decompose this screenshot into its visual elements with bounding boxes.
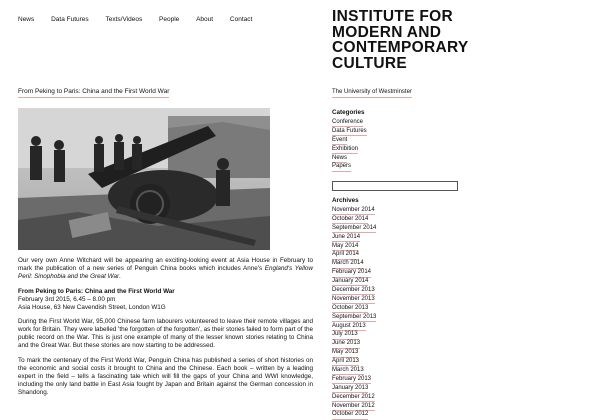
post-title[interactable]: From Peking to Paris: China and the First World War xyxy=(18,88,169,98)
site-title[interactable] xyxy=(332,9,592,71)
archive-link[interactable]: April 2013 xyxy=(332,358,359,366)
search-input[interactable] xyxy=(332,181,458,191)
archive-link[interactable]: November 2014 xyxy=(332,207,375,215)
archive-link[interactable]: May 2013 xyxy=(332,349,358,357)
archive-link[interactable]: November 2013 xyxy=(332,296,375,304)
category-link[interactable]: Papers xyxy=(332,163,351,171)
body-paragraph: To mark the centenary of the First World War, Penguin China has published a series of short histories on the economic and social costs it brought to China and the Chinese. Each book – written by a leading expert in the field – tells a fascinating tale which will fill the gaps of your China and WWI knowledge, including the only land battle in East Asia fought by Japan and Britain against the German concession in Shandong. xyxy=(18,357,313,396)
archives-widget xyxy=(332,197,376,420)
category-link[interactable]: Data Futures xyxy=(332,128,367,136)
intro-text: Our very own Anne Witchard will be appearing an exciting-looking event at Asia House in February to mark the publication of a new series of Penguin China books which includes Anne's xyxy=(18,257,313,272)
book-title: England's Yellow Peril: Sinophobia and the Great War xyxy=(18,265,313,280)
category-link[interactable]: Conference xyxy=(332,119,363,127)
site-title-line: MODERN AND xyxy=(332,23,442,41)
archive-link[interactable]: October 2013 xyxy=(332,305,368,313)
nav-contact[interactable]: Contact xyxy=(229,16,253,23)
archives-list xyxy=(332,207,376,420)
category-link[interactable]: News xyxy=(332,155,347,163)
intro-paragraph xyxy=(18,257,313,281)
categories-list xyxy=(332,119,367,172)
category-link[interactable]: Event xyxy=(332,137,347,145)
archive-link[interactable]: May 2014 xyxy=(332,243,358,251)
archive-link[interactable]: June 2014 xyxy=(332,234,360,242)
archive-link[interactable]: July 2013 xyxy=(332,331,358,339)
archive-link[interactable]: April 2014 xyxy=(332,251,359,259)
archive-link[interactable]: September 2014 xyxy=(332,225,376,233)
site-title-line: INSTITUTE FOR xyxy=(332,8,454,25)
archive-link[interactable]: January 2013 xyxy=(332,385,368,393)
archive-link[interactable]: January 2014 xyxy=(332,278,368,286)
post-content xyxy=(18,257,313,404)
archive-link[interactable]: March 2014 xyxy=(332,260,364,268)
archive-link[interactable]: February 2013 xyxy=(332,376,371,384)
archive-link[interactable]: August 2013 xyxy=(332,323,366,331)
university-link[interactable]: The University of Westminster xyxy=(332,89,412,98)
nav-news[interactable]: News xyxy=(18,16,35,23)
archive-link[interactable]: September 2013 xyxy=(332,314,376,322)
site-title-line: CULTURE xyxy=(332,54,407,72)
archive-link[interactable]: November 2012 xyxy=(332,403,375,411)
event-details xyxy=(18,288,313,312)
event-title: From Peking to Paris: China and the First World War xyxy=(18,288,175,295)
intro-end: . xyxy=(119,273,121,280)
event-venue: Asia House, 63 New Cavendish Street, London W1G xyxy=(18,304,166,311)
category-link[interactable]: Exhibition xyxy=(332,146,358,154)
main-nav xyxy=(18,16,267,26)
categories-widget xyxy=(332,109,367,172)
archive-link[interactable]: October 2012 xyxy=(332,411,368,419)
nav-data-futures[interactable]: Data Futures xyxy=(51,16,89,23)
archive-link[interactable]: October 2014 xyxy=(332,216,368,224)
body-paragraph: During the First World War, 95,000 Chinese farm labourers volunteered to leave their remote villages and work for Britain. They were labelled 'the forgotten of the forgotten', as their stories failed to form part of the public record on the War. This is just one example of many of the lesser known stories relating to China and the Great War. But these stories are now starting to be addressed. xyxy=(18,318,313,349)
archive-link[interactable]: February 2014 xyxy=(332,269,371,277)
archive-link[interactable]: December 2012 xyxy=(332,394,375,402)
site-title-line: CONTEMPORARY xyxy=(332,39,469,56)
nav-texts-videos[interactable]: Texts/Videos xyxy=(105,16,143,23)
post-photo xyxy=(18,108,270,250)
artillery-photo xyxy=(18,108,270,250)
categories-heading: Categories xyxy=(332,109,365,116)
nav-people[interactable]: People xyxy=(159,16,180,23)
archive-link[interactable]: December 2013 xyxy=(332,287,375,295)
event-date: February 3rd 2015, 6.45 – 8.00 pm xyxy=(18,296,116,303)
nav-about[interactable]: About xyxy=(196,16,214,23)
archive-link[interactable]: June 2013 xyxy=(332,340,360,348)
archives-heading: Archives xyxy=(332,197,359,204)
archive-link[interactable]: March 2013 xyxy=(332,367,364,375)
